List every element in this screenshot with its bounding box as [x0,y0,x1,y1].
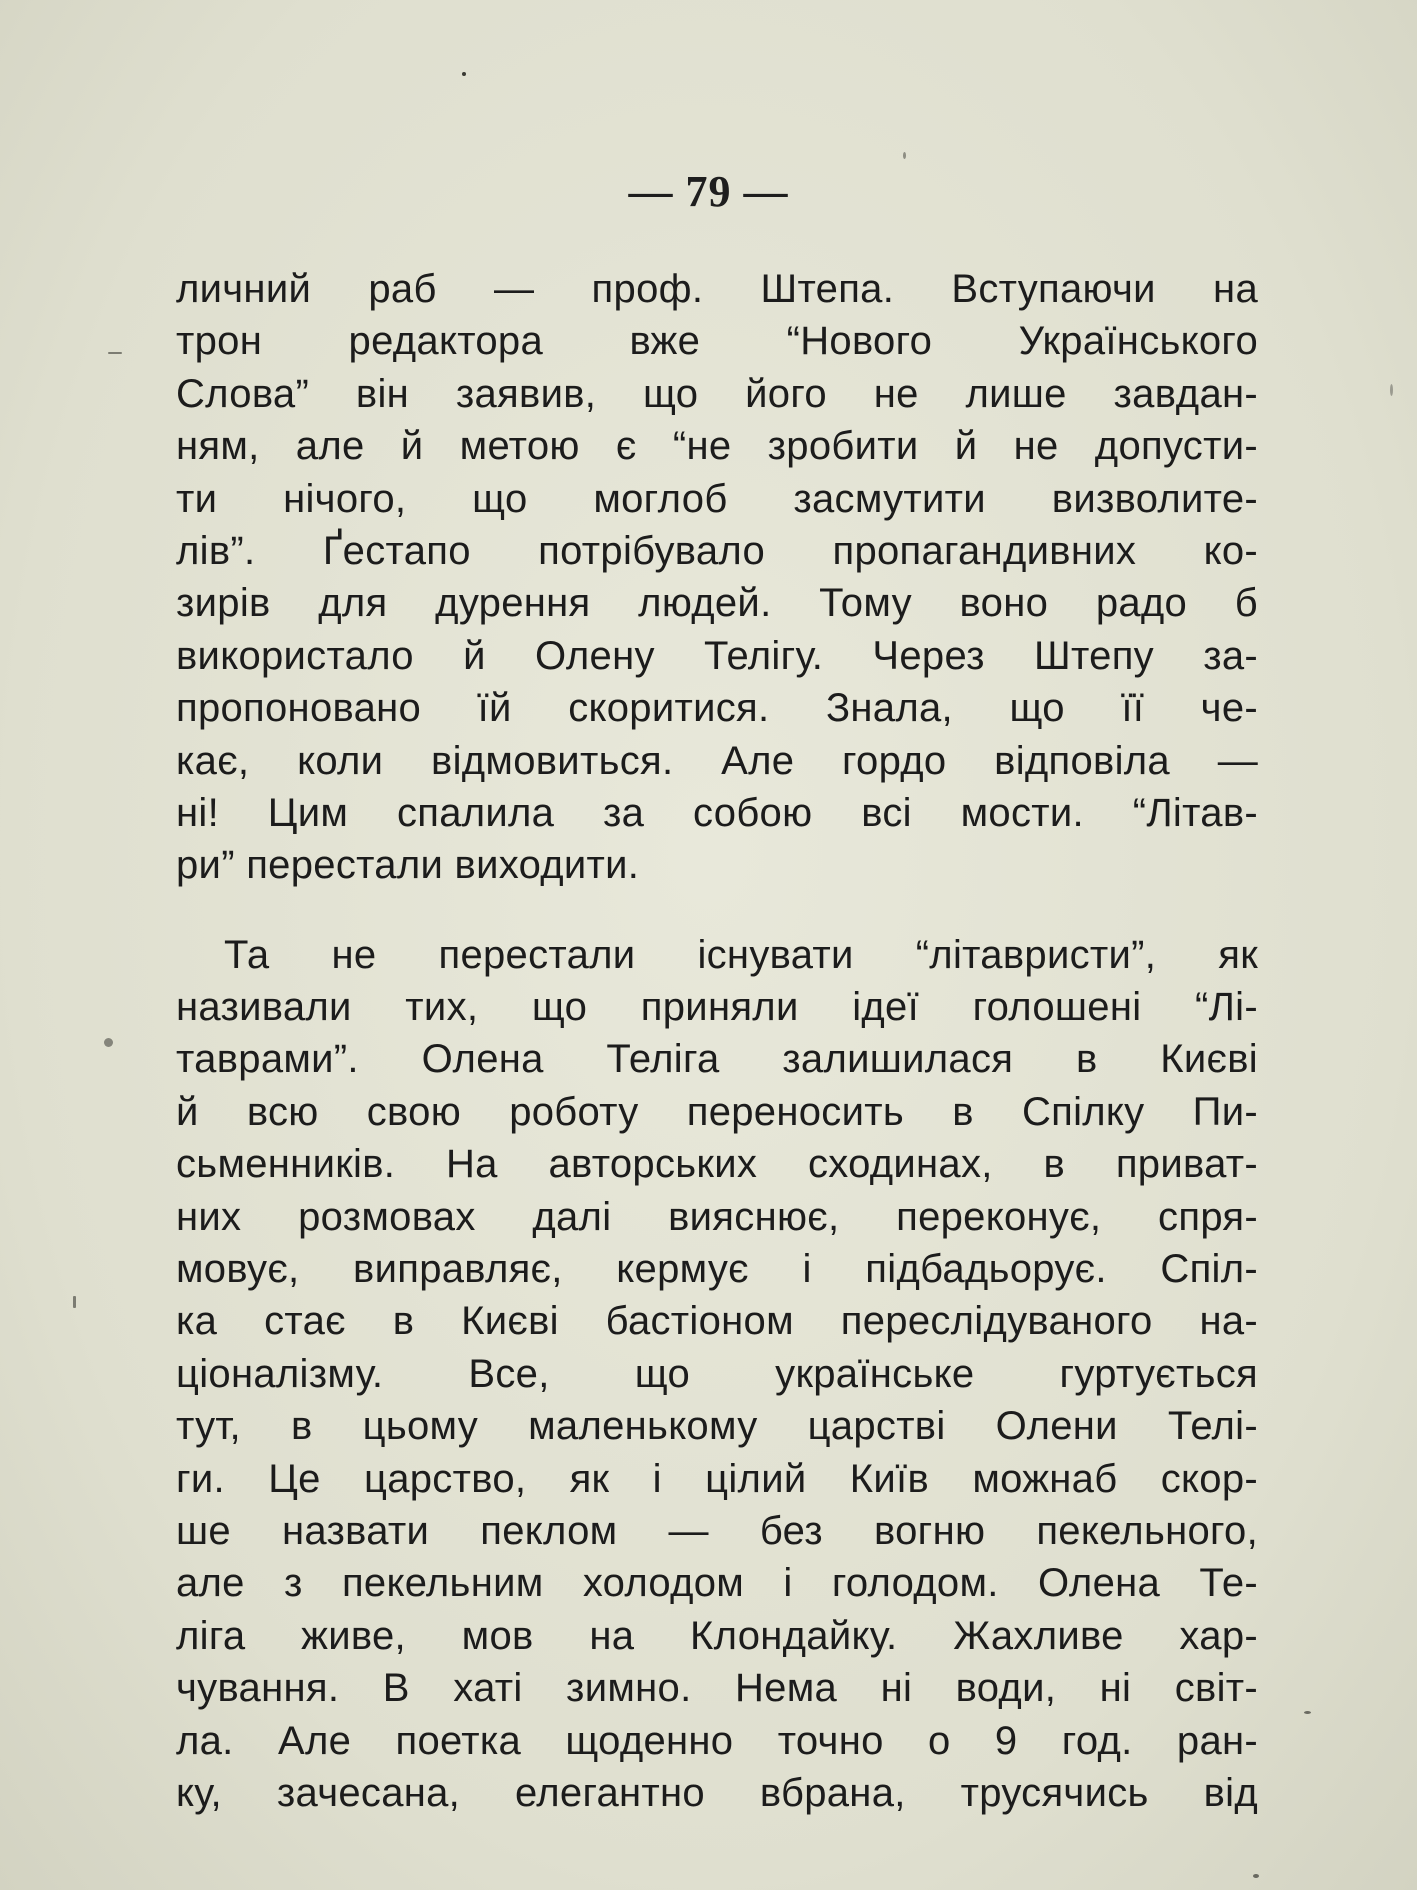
text-line: сьменників. На авторських сходинах, в приват- [176,1142,1258,1187]
text-line: тут, в цьому маленькому царстві Олени Телі- [176,1404,1258,1449]
text-line: ше назвати пеклом — без вогню пекельного, [176,1508,1258,1553]
text-line: кає, коли відмовиться. Але гордо відповіла — [176,738,1258,783]
text-line: чування. В хаті зимно. Нема ні води, ні світ- [176,1666,1258,1711]
text-line: личний раб — проф. Штепа. Вступаючи на [176,267,1258,311]
text-line: ти нічого, що моглоб засмутити визволите- [176,476,1258,521]
paragraph [176,263,1258,892]
text-line: лів”. Ґестапо потрібувало пропагандивних ко- [176,528,1258,573]
text-line: таврами”. Олена Теліга залишилася в Києві [176,1037,1258,1082]
text-line: Та не перестали існувати “літавристи”, як [224,932,1258,977]
text-line: ку, зачесана, елегантно вбрана, трусячись від [176,1770,1258,1815]
text-line: ла. Але поетка щоденно точно о 9 год. ран- [176,1718,1258,1763]
text-line: трон редактора вже “Нового Українського [176,319,1258,364]
text-line: й всю свою роботу переносить в Спілку Пи- [176,1089,1258,1134]
body-text [176,263,1258,1819]
paper-speck [1390,384,1393,396]
text-line: Слова” він заявив, що його не лише завдан- [176,371,1258,416]
text-line: ри” перестали виходити. [176,843,640,888]
paper-speck [73,1296,76,1308]
paper-speck [108,352,122,354]
paper-speck [104,1038,113,1047]
paragraph [176,929,1258,1820]
text-line: ціоналізму. Все, що українське гуртується [176,1351,1258,1396]
text-line: але з пекельним холодом і голодом. Олена Те- [176,1561,1258,1606]
text-line: ням, але й метою є “не зробити й не допусти- [176,424,1258,469]
text-line: ка стає в Києві бастіоном переслідуваного на- [176,1299,1258,1344]
text-line: ні! Цим спалила за собою всі мости. “Літав- [176,790,1258,835]
text-line: мовує, виправляє, кермує і підбадьорує. Спіл- [176,1247,1258,1292]
text-line: називали тих, що приняли ідеї голошені “Лі- [176,985,1258,1030]
text-line: ги. Це царство, як і цілий Київ можнаб скор- [176,1456,1258,1501]
paper-speck [1304,1711,1311,1714]
text-line: них розмовах далі вияснює, переконує, спря- [176,1194,1258,1239]
paper-speck [903,152,906,159]
page-number: — 79 — [628,167,789,216]
paper-speck [462,72,466,76]
text-line: використало й Олену Телігу. Через Штепу за- [176,633,1258,678]
paper-speck [1253,1874,1259,1878]
text-line: пропоновано їй скоритися. Знала, що її че- [176,686,1258,731]
text-line: зирів для дурення людей. Тому воно радо б [176,581,1258,626]
paragraph-gap [176,892,1258,929]
text-line: ліга живе, мов на Клондайку. Жахливе хар- [176,1613,1258,1658]
